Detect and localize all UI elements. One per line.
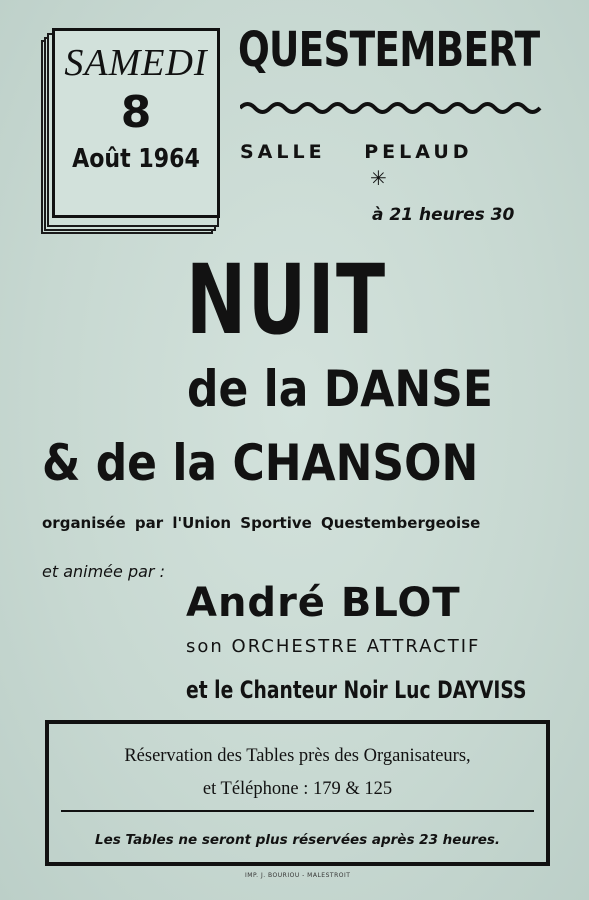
orchestra-line: son ORCHESTRE ATTRACTIF: [186, 636, 481, 657]
animated-by-line: et animée par :: [42, 562, 165, 581]
calendar-box: [52, 28, 220, 218]
event-time: à 21 heures 30: [372, 205, 515, 225]
title-line-1: NUIT: [186, 244, 387, 356]
reservation-divider: [61, 810, 534, 812]
title-line-2: de la DANSE: [187, 360, 493, 418]
wave-divider: [240, 100, 542, 116]
calendar-day-number: 8: [120, 87, 152, 138]
calendar-day-name: SAMEDI: [64, 42, 208, 84]
singer-line: et le Chanteur Noir Luc DAYVISS: [186, 676, 527, 704]
artist-name: André BLOT: [186, 580, 461, 626]
town-name: QUESTEMBERT: [238, 22, 540, 78]
calendar-month-year: Août 1964: [72, 144, 200, 174]
reservation-line-2: et Téléphone : 179 & 125: [202, 779, 393, 799]
reservation-box: [45, 720, 550, 866]
star-icon: ✳: [370, 168, 387, 190]
printer-credit: IMP. J. BOURIOU - MALESTROIT: [245, 872, 351, 879]
title-line-3: & de la CHANSON: [42, 434, 479, 492]
reservation-line-1: Réservation des Tables près des Organisateurs,: [124, 746, 471, 766]
organizer-line: organisée par l'Union Sportive Questembergeoise: [42, 514, 481, 532]
venue-name: SALLE PELAUD: [240, 141, 473, 163]
reservation-note: Les Tables ne seront plus réservées après 23 heures.: [94, 832, 501, 848]
